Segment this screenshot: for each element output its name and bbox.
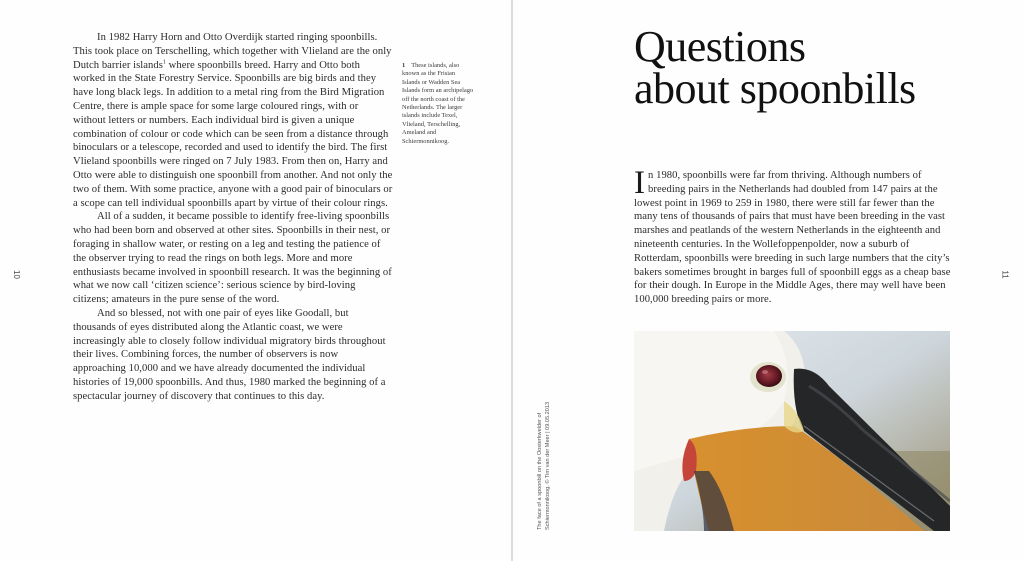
right-body-text (634, 165, 954, 307)
caption-line-2: Schiermonnikoog. © Tim van der Meer | 09.05.2013 (545, 401, 551, 530)
photo-caption (536, 370, 552, 530)
chapter-title-line-1: Questions (634, 22, 806, 71)
drop-cap: I (634, 165, 646, 201)
paragraph-1-start: In 1982 Harry Horn and Otto Overdijk started ringing spoonbills. This took place on Terschelling, which together with Vlieland are the only Dutch barrier islands (73, 32, 392, 71)
spoonbill-head-image (634, 331, 950, 531)
page-number-right: 11 (1000, 270, 1010, 279)
paragraph-1 (73, 31, 393, 210)
page-number-left: 10 (11, 270, 21, 279)
chapter-title-line-2: about spoonbills (634, 64, 916, 113)
intro-text: n 1980, spoonbills were far from thriving. Although numbers of breeding pairs in the Netherlands had doubled from 147 pairs at the lowest point in 1969 to 259 in 1980, there were still far fewer than the many tens of thousands of pairs that must have been breeding in the vast marshes and peatlands of the western Netherlands in the eighteenth and nineteenth centuries. In the Wollefoppenpolder, now a suburb of Rotterdam, spoonbills were breeding in such large numbers that the city’s bakers sometimes brought in barges full of spoonbill eggs as a cheap base for their dough. In Europe in the Middle Ages, there may well have been 100,000 breeding pairs or more. (634, 170, 951, 306)
left-page (0, 0, 511, 561)
intro-paragraph (634, 165, 954, 307)
paragraph-3: And so blessed, not with one pair of eyes like Goodall, but thousands of eyes distributed along the Atlantic coast, we were increasingly able to closely follow individual migratory birds throughout their lives. Combining forces, the number of observers is now approaching 10,000 and we have already documented the individual histories of 19,000 spoonbills. And thus, 1980 marked the beginning of a spectacular journey of discovery that continues to this day. (73, 307, 386, 402)
footnote-reference[interactable]: 1 (162, 59, 166, 66)
paragraph-1-continuation: where spoonbills breed. Harry and Otto both worked in the State Forestry Service. Spoonbills are big birds and they have long black legs. In addition to a metal ring from the Bird Migration Centre, there is ample space for some large coloured rings, with or without letters or numbers. Each individual bird is given a unique combination of colour or code which can be seen from a distance through binoculars or a telescope, recorded and used to identify the bird. The first Vlieland spoonbills were ringed on 7 July 1983. From then on, Harry and Otto were able to distinguish one spoonbill from another. And not only the two of them. With some practice, anyone with a good pair of binoculars or a scope can tell individual spoonbills apart by virtue of their colour rings. (73, 59, 393, 209)
footnote-number: 1 (402, 62, 406, 69)
spoonbill-photo (634, 331, 950, 531)
caption-line-1: The face of a spoonbill on the Oosterkwelder of (537, 412, 543, 530)
left-body-text (73, 31, 393, 404)
footnote-text: These islands, also known as the Frisian Islands or Wadden Sea Islands form an archipelago off the north coast of the Netherlands. The larger islands include Texel, Vlieland, Terschelling, Ameland and Schiermonnikoog. (402, 62, 474, 145)
chapter-title (634, 22, 974, 113)
paragraph-2: All of a sudden, it became possible to identify free-living spoonbills who had been born and observed at other sites. Spoonbills in their nest, or foraging in shallow water, or resting on a leg and testing the patience of the observer trying to read the rings on both legs. More and more enthusiasts became involved in spoonbill research. It was the beginning of what we now call ‘citizen science’: serious science by bird-loving citizens; amateurs in the pure sense of the word. (73, 211, 392, 306)
footnote (402, 62, 474, 146)
